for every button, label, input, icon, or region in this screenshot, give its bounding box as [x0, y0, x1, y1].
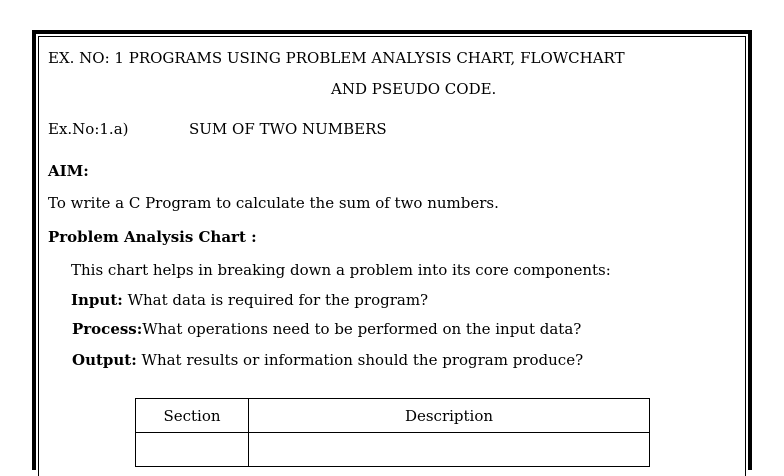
- table-header-row: [136, 399, 650, 433]
- pac-intro: This chart helps in breaking down a problem into its core components:: [71, 261, 611, 279]
- list-item-process: [72, 320, 581, 338]
- heading-line-1: EX. NO: 1 PROGRAMS USING PROBLEM ANALYSIS CHART, FLOWCHART: [48, 49, 625, 67]
- table-row: [136, 433, 650, 467]
- item-text: What operations need to be performed on the input data?: [142, 320, 582, 338]
- exercise-no: Ex.No:1.a): [48, 120, 129, 138]
- item-label: Output:: [72, 351, 137, 369]
- list-item-output: [72, 351, 583, 369]
- list-item-input: [71, 291, 428, 309]
- problem-analysis-table: [135, 398, 650, 467]
- item-label: Process:: [72, 320, 143, 338]
- header-description: Description: [249, 399, 650, 433]
- exercise-title: SUM OF TWO NUMBERS: [189, 120, 387, 138]
- pac-heading: Problem Analysis Chart :: [48, 228, 257, 246]
- item-label: Input:: [71, 291, 123, 309]
- item-text: What results or information should the program produce?: [136, 351, 584, 369]
- aim-text: To write a C Program to calculate the sum of two numbers.: [48, 194, 499, 212]
- heading-line-2: AND PSEUDO CODE.: [331, 80, 497, 98]
- header-section: Section: [136, 399, 249, 433]
- item-text: What data is required for the program?: [122, 291, 429, 309]
- aim-heading: AIM:: [48, 162, 89, 180]
